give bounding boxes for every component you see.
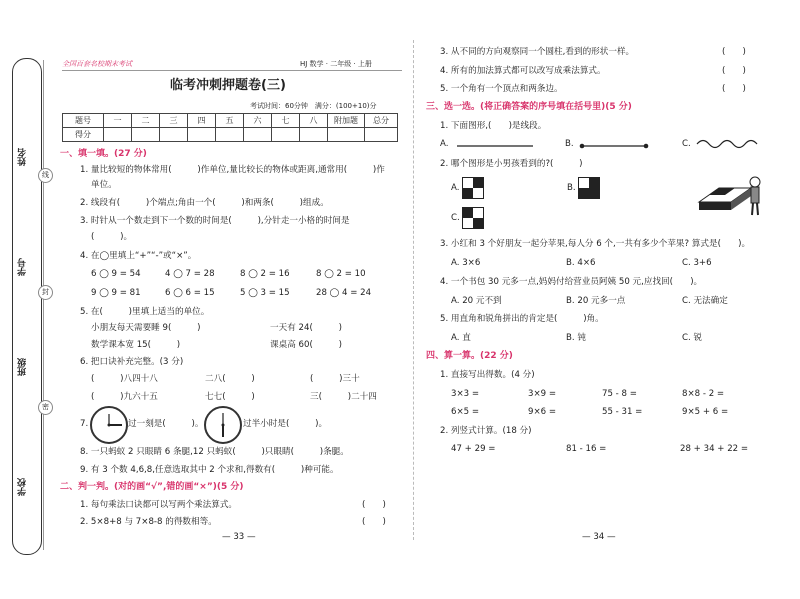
option-text: B. 20 元多一点	[566, 296, 626, 306]
compute-1: 1. 直接写出得数。(4 分)	[440, 370, 535, 380]
question-1-line-2: 单位。	[91, 180, 117, 190]
option-label: A.	[440, 139, 449, 149]
section-4-heading: 四、算一算。(22 分)	[426, 351, 513, 361]
view-figure-b	[578, 177, 600, 199]
school-label: 学校	[18, 478, 28, 496]
question-9: 9. 有 3 个数 4,6,8,任意选取其中 2 个求和,得数有( )种可能。	[80, 465, 339, 475]
table-cell: 七	[272, 114, 300, 128]
judge-3: 3. 从不同的方向观察同一个圆柱,看到的形状一样。	[440, 47, 635, 57]
section-3-heading: 三、选一选。(将正确答案的序号填在括号里)(5 分)	[426, 102, 632, 112]
ray-figure	[455, 140, 535, 152]
question-8: 8. 一只蚂蚁 2 只眼睛 6 条腿,12 只蚂蚁( )只眼睛( )条腿。	[80, 447, 349, 457]
rhyme-item: ( )九六十五	[91, 392, 158, 402]
unit-item: 一天有 24( )	[270, 323, 342, 333]
header-rule	[62, 70, 402, 71]
unit-item: 数学课本宽 15( )	[91, 340, 181, 350]
question-7-part-1: 过一刻是( )。	[128, 419, 204, 429]
answer-paren[interactable]: ( )	[362, 500, 386, 510]
option-text: B. 4×6	[566, 258, 596, 268]
option-text: A. 直	[451, 333, 471, 343]
table-cell: 六	[244, 114, 272, 128]
compute-2: 2. 列竖式计算。(18 分)	[440, 426, 532, 436]
score-cell[interactable]	[104, 128, 132, 142]
clock-icon	[204, 406, 242, 444]
table-row	[63, 114, 398, 128]
clock-face-1	[92, 408, 126, 442]
arithmetic-item: 55 - 31 =	[602, 407, 643, 417]
question-5: 5. 在( )里填上适当的单位。	[80, 307, 210, 317]
equation: 8 ◯ 2 = 16	[240, 269, 290, 279]
answer-paren[interactable]: ( )	[722, 84, 746, 94]
class-label: 班级	[18, 358, 28, 376]
arithmetic-item: 9×6 =	[528, 407, 557, 417]
boy-looking-at-block-illustration	[695, 172, 763, 217]
choice-2: 2. 哪个图形是小男孩看到的?( )	[440, 159, 583, 169]
answer-paren[interactable]: ( )	[722, 47, 746, 57]
arithmetic-item: 8×8 - 2 =	[682, 389, 725, 399]
score-cell[interactable]	[244, 128, 272, 142]
choice-1: 1. 下面图形,( )是线段。	[440, 121, 547, 131]
equation: 8 ◯ 2 = 10	[316, 269, 366, 279]
table-cell: 附加题	[328, 114, 365, 128]
score-cell[interactable]	[328, 128, 365, 142]
question-2: 2. 线段有( )个端点;角由一个( )和两条( )组成。	[80, 198, 329, 208]
option-label: B.	[567, 183, 576, 193]
option-label: A.	[451, 183, 460, 193]
score-cell[interactable]	[300, 128, 328, 142]
score-cell[interactable]	[216, 128, 244, 142]
vertical-calc-item: 81 - 16 =	[566, 444, 607, 454]
option-text: A. 3×6	[451, 258, 481, 268]
answer-paren[interactable]: ( )	[362, 517, 386, 527]
question-3-line-1: 3. 时针从一个数走到下一个数的时间是( ),分针走一小格的时间是	[80, 216, 350, 226]
arithmetic-item: 3×3 =	[451, 389, 480, 399]
table-cell: 三	[160, 114, 188, 128]
score-cell[interactable]	[132, 128, 160, 142]
arithmetic-item: 3×9 =	[528, 389, 557, 399]
page-number-left: — 33 —	[222, 532, 256, 542]
question-1-line-1: 1. 量比较短的物体常用( )作单位,量比较长的物体或距离,通常用( )作	[80, 165, 385, 175]
equation: 4 ◯ 7 = 28	[165, 269, 215, 279]
banner-text: 全国百套名校期末考试	[62, 60, 132, 68]
score-cell[interactable]	[160, 128, 188, 142]
table-cell: 八	[300, 114, 328, 128]
choice-3: 3. 小红和 3 个好朋友一起分苹果,每人分 6 个,一共有多少个苹果? 算式是( )。	[440, 239, 751, 249]
name-label: 姓名	[18, 148, 28, 166]
option-text: B. 钝	[566, 333, 586, 343]
equation: 6 ◯ 9 = 54	[91, 269, 141, 279]
question-6: 6. 把口诀补充完整。(3 分)	[80, 357, 184, 367]
judge-5: 5. 一个角有一个顶点和两条边。	[440, 84, 563, 94]
table-cell: 题号	[63, 114, 104, 128]
option-label: B.	[565, 139, 574, 149]
judge-2: 2. 5×8+8 与 7×8-8 的得数相等。	[80, 517, 217, 527]
equation: 5 ◯ 3 = 15	[240, 288, 290, 298]
score-cell[interactable]	[188, 128, 216, 142]
student-number-label: 学号	[18, 258, 28, 276]
page-title: 临考冲刺押题卷(三)	[170, 78, 286, 93]
section-1-heading: 一、填一填。(27 分)	[60, 149, 147, 159]
unit-item: 课桌高 60( )	[270, 340, 342, 350]
equation: 28 ◯ 4 = 24	[316, 288, 372, 298]
vertical-calc-item: 47 + 29 =	[451, 444, 496, 454]
rhyme-item: 二八( )	[205, 374, 255, 384]
arithmetic-item: 9×5 + 6 =	[682, 407, 729, 417]
page-divider	[413, 40, 414, 540]
option-text: C. 3+6	[682, 258, 712, 268]
choice-5: 5. 用直角和锐角拼出的肯定是( )角。	[440, 314, 604, 324]
judge-4: 4. 所有的加法算式都可以改写成乘法算式。	[440, 66, 606, 76]
score-cell[interactable]	[365, 128, 398, 142]
equation: 6 ◯ 6 = 15	[165, 288, 215, 298]
vertical-calc-item: 28 + 34 + 22 =	[680, 444, 749, 454]
question-3-line-2: ( )。	[91, 232, 133, 242]
question-4: 4. 在◯里填上“+”“-”或“×”。	[80, 251, 197, 261]
view-figure-a	[462, 177, 484, 199]
rhyme-item: ( )三十	[310, 374, 360, 384]
course-label: HJ 数学 · 二年级 · 上册	[300, 60, 372, 68]
option-text: A. 20 元不到	[451, 296, 502, 306]
arithmetic-item: 75 - 8 =	[602, 389, 637, 399]
section-2-heading: 二、判一判。(对的画“√”,错的画“×”)(5 分)	[60, 482, 244, 492]
clock-icon	[90, 406, 128, 444]
rhyme-item: 三( )二十四	[310, 392, 377, 402]
arithmetic-item: 6×5 =	[451, 407, 480, 417]
option-label: C.	[682, 139, 691, 149]
segment-figure	[578, 140, 650, 152]
table-cell: 总分	[365, 114, 398, 128]
equation: 9 ◯ 9 = 81	[91, 288, 141, 298]
cut-mark-3: 密	[38, 400, 53, 415]
page-number-right: — 34 —	[582, 532, 616, 542]
clock-face-2	[206, 408, 240, 442]
score-cell[interactable]	[272, 128, 300, 142]
table-cell: 二	[132, 114, 160, 128]
cut-mark-1: 线	[38, 168, 53, 183]
curve-figure	[695, 136, 765, 152]
rhyme-item: ( )八四十八	[91, 374, 158, 384]
table-cell: 五	[216, 114, 244, 128]
table-cell: 得分	[63, 128, 104, 142]
question-7-part-2: 过半小时是( )。	[243, 419, 328, 429]
rhyme-item: 七七( )	[205, 392, 255, 402]
option-text: C. 无法确定	[682, 296, 728, 306]
table-cell: 四	[188, 114, 216, 128]
cut-line	[43, 60, 44, 550]
exam-info: 考试时间：60分钟 满分：(100+10)分	[250, 102, 377, 110]
view-figure-c	[462, 207, 484, 229]
cut-mark-2: 封	[38, 285, 53, 300]
option-text: C. 锐	[682, 333, 703, 343]
option-label: C.	[451, 213, 460, 223]
score-table	[62, 113, 398, 142]
judge-1: 1. 每句乘法口诀都可以写两个乘法算式。	[80, 500, 238, 510]
answer-paren[interactable]: ( )	[722, 66, 746, 76]
unit-item: 小朋友每天需要睡 9( )	[91, 323, 201, 333]
choice-4: 4. 一个书包 30 元多一点,妈妈付给营业员阿姨 50 元,应找回( )。	[440, 277, 703, 287]
table-cell: 一	[104, 114, 132, 128]
question-7-number: 7.	[80, 419, 89, 429]
table-row	[63, 128, 398, 142]
